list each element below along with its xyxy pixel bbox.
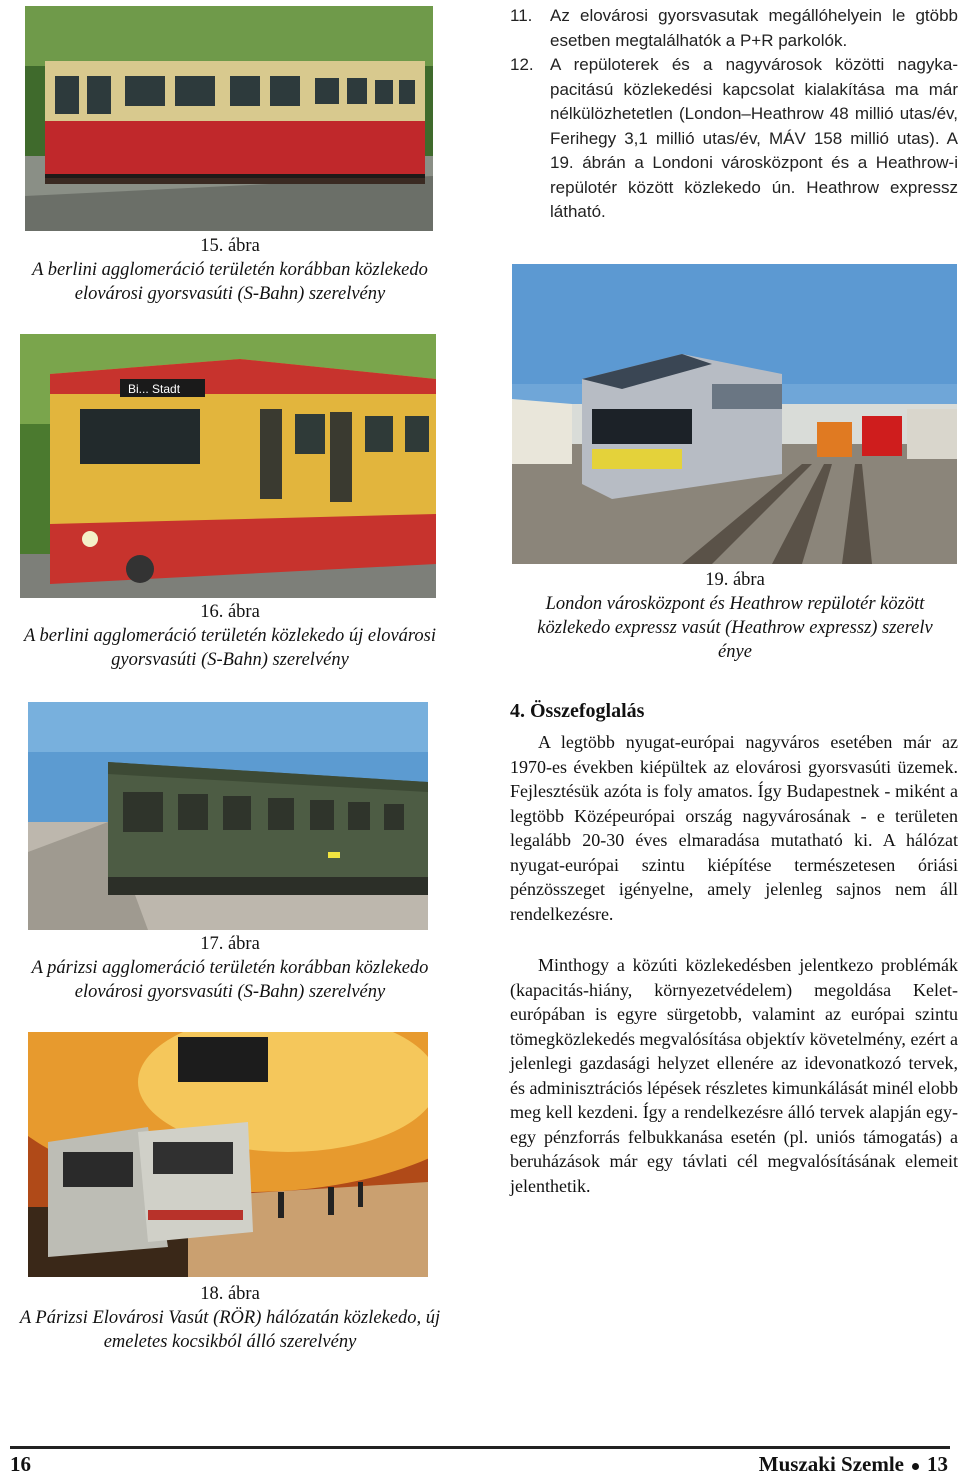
- figure-16-photo: [20, 334, 436, 598]
- destination-sign: Bi... Stadt: [128, 382, 181, 396]
- section-heading: 4. Összefoglalás: [510, 700, 645, 722]
- figure-18-caption: [5, 1282, 455, 1354]
- figure-19-number: 19. ábra: [705, 570, 765, 590]
- figure-17-photo: [28, 702, 428, 930]
- figure-16-text: A berlini agglomeráció területén közlekedo új elovárosi gyorsvasúti (S-Bahn) szerelvény: [23, 626, 437, 670]
- figure-17-caption: [5, 932, 455, 1004]
- list-item-text: A repüloterek és a nagyvárosok közötti nagykapacitású közlekedési kapcsolat kialakítása ma már nélkülözhetetlen (London–Heathrow 48 millió utas/év, Ferihegy 3,1 millió utas/év, MÁV 158 millió utas). A 19. ábrán a Londoni városközpont és a Heathrow-i repülotér között közlekedo ún. Heathrow expressz látható.: [550, 55, 958, 221]
- page-number-left: 16: [10, 1452, 31, 1476]
- list-item-number: 12.: [510, 55, 534, 74]
- section-paragraph-1: A legtöbb nyugat-európai nagyváros esetében már az 1970-es években kiépültek az elovárosi gyorsvasúti üzemek. Fejlesztésük azóta is foly amatos. Így Budapestnek - miként a legtöbb Középeurópai ország nagyvárosának - e területen legalább 20-30 éves elmaradása mutatható ki. A hálózat nyugat-európai szintu kiépítése természetesen óriási pénzösszeget igényelne, amely jelenleg sajnos nem áll rendelkezésre.: [510, 732, 958, 924]
- figure-19-text: London városközpont és Heathrow repülotér között közlekedo expressz vasút (Heathrow expressz) szerelv énye: [537, 594, 933, 662]
- list-item-text: Az elovárosi gyorsvasutak megállóhelyein le gtöbb esetben megtalálhatók a P+R parkolók.: [550, 6, 958, 50]
- figure-15-text: A berlini agglomeráció területén korábban közlekedo elovárosi gyorsvasúti (S-Bahn) szerelvény: [32, 260, 428, 304]
- bullet-icon: [912, 1463, 919, 1470]
- list-item-number: 11.: [510, 6, 533, 25]
- footer-journal: [759, 1452, 948, 1477]
- page-number-right: 13: [927, 1452, 948, 1476]
- figure-19-photo: [512, 264, 957, 564]
- journal-title: Muszaki Szemle: [758, 1452, 904, 1476]
- figure-18-photo: [28, 1032, 428, 1277]
- figure-18-number: 18. ábra: [200, 1284, 260, 1304]
- figure-17-text: A párizsi agglomeráció területén korábban közlekedo elovárosi gyorsvasúti (S-Bahn) szerelvény: [31, 958, 429, 1002]
- footer-rule: [10, 1446, 950, 1449]
- section-paragraph-2: Minthogy a közúti közlekedésben jelentkezo problémák (kapacitás-hiány, környezetvédelem) megoldása Kelet-európában is egyre sürgetobb, valamint az európai szintu tömegközlekedés megvalósítása objektív követelmény, ezért a jelenlegi gazdasági helyzet ellenére az idevonatkozó tervek, és adminisztrációs lépések részletes kimunkálását minél elobb meg kell kezdeni. Így a rendelkezésre álló tervek alapján egy-egy pénzforrás felbukkanása esetén (pl. uniós támogatás) a beruházások már egy távlati cél megvalósításának elemeit jelenthetik.: [510, 955, 958, 1196]
- list-item-11: [510, 4, 958, 52]
- figure-17-number: 17. ábra: [200, 934, 260, 954]
- figure-16-number: 16. ábra: [200, 602, 260, 622]
- figure-15-caption: [5, 234, 455, 306]
- figure-18-text: A Párizsi Elovárosi Vasút (RÖR) hálózatán közlekedo, új emeletes kocsikból álló szerelvény: [19, 1308, 441, 1352]
- list-item-12: [510, 53, 958, 228]
- figure-15-photo: [25, 6, 433, 231]
- figure-15-number: 15. ábra: [200, 236, 260, 256]
- figure-19-caption: [520, 568, 950, 664]
- figure-16-caption: [5, 600, 455, 672]
